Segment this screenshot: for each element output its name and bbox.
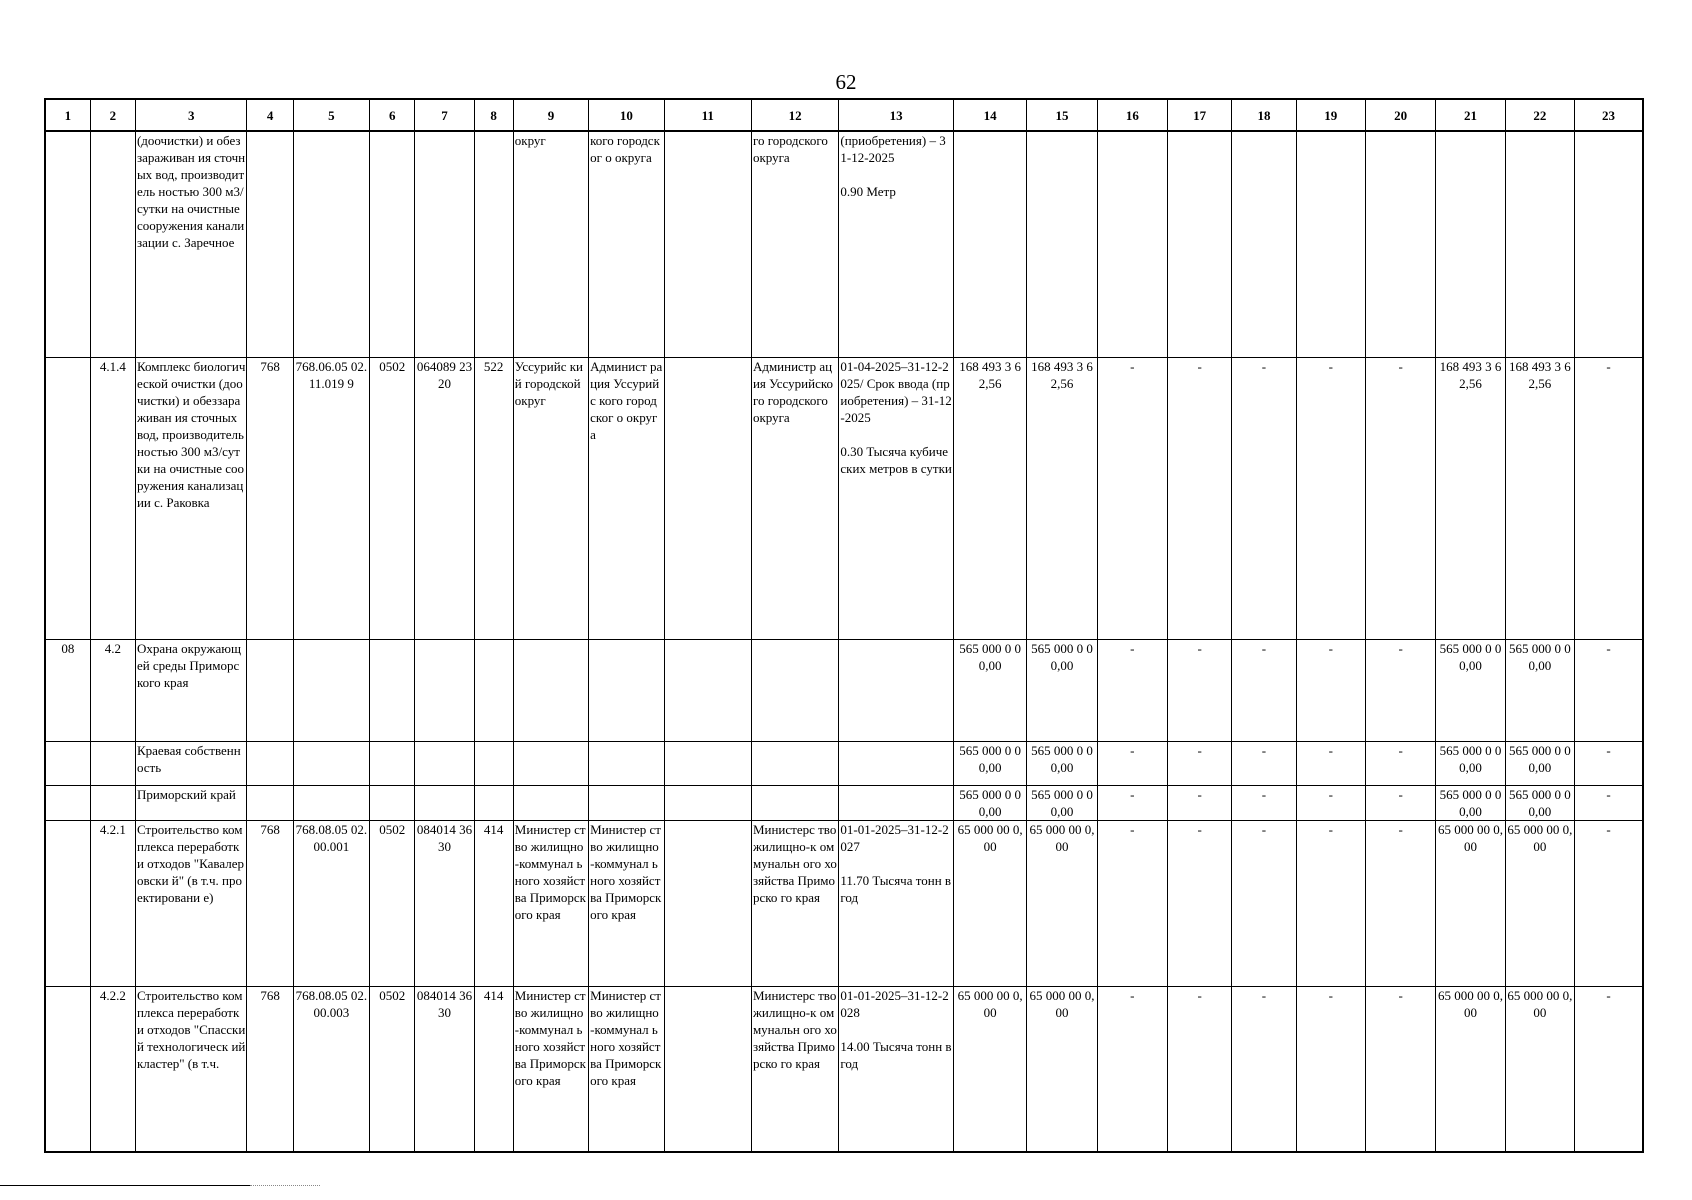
cell-col-23: - [1575, 357, 1644, 639]
cell-line: 01-01-2025–31-12-2028 [840, 987, 949, 1020]
cell-col-18: - [1232, 986, 1296, 1152]
cell-col-2: 4.1.4 [90, 357, 135, 639]
cell-col-22: 65 000 00 0,00 [1505, 820, 1574, 986]
cell-col-12: Министерс тво жилищно-к оммунальн ого хозяйства Приморско го края [751, 986, 838, 1152]
cell-col-9: Министер ство жилищно-коммунал ьного хозяйства Приморск ого края [513, 820, 588, 986]
cell-col-7 [415, 741, 474, 785]
cell-col-9 [513, 741, 588, 785]
table-body [45, 131, 1643, 1152]
cell-col-8: 414 [474, 986, 513, 1152]
cell-line [840, 786, 952, 803]
cell-col-12 [751, 785, 838, 820]
cell-col-13 [839, 741, 954, 785]
cell-col-6: 0502 [370, 820, 415, 986]
cell-col-9 [513, 785, 588, 820]
footnote-rule [0, 1185, 250, 1186]
cell-col-9: Министер ство жилищно-коммунал ьного хозяйства Приморск ого края [513, 986, 588, 1152]
page-number: 62 [835, 70, 857, 94]
cell-col-16: - [1097, 741, 1167, 785]
cell-line: 01-01-2025–31-12-2027 [840, 821, 949, 854]
cell-col-22: 565 000 0 00,00 [1505, 785, 1574, 820]
cell-col-4 [247, 785, 293, 820]
cell-col-11 [664, 639, 751, 741]
cell-col-12: Министерс тво жилищно-к оммунальн ого хозяйства Приморско го края [751, 820, 838, 986]
cell-col-15: 565 000 0 00,00 [1027, 741, 1097, 785]
cell-col-19: - [1296, 357, 1365, 639]
cell-col-7 [415, 785, 474, 820]
cell-col-7: 084014 3630 [415, 986, 474, 1152]
cell-col-18: - [1232, 820, 1296, 986]
cell-col-15: 565 000 0 00,00 [1027, 639, 1097, 741]
cell-col-22: 168 493 3 62,56 [1505, 357, 1574, 639]
cell-col-18: - [1232, 785, 1296, 820]
header-col-12: 12 [751, 99, 838, 131]
cell-col-4: 768 [247, 357, 293, 639]
cell-col-4 [247, 131, 293, 357]
header-col-19: 19 [1296, 99, 1365, 131]
cell-col-4: 768 [247, 986, 293, 1152]
cell-col-17: - [1168, 741, 1232, 785]
header-col-7: 7 [415, 99, 474, 131]
cell-col-1 [45, 131, 90, 357]
cell-col-1 [45, 785, 90, 820]
cell-line [840, 742, 952, 759]
cell-col-6 [370, 785, 415, 820]
cell-col-18: - [1232, 741, 1296, 785]
table-row [45, 357, 1643, 639]
cell-col-15: 168 493 3 62,56 [1027, 357, 1097, 639]
cell-col-14: 565 000 0 00,00 [953, 639, 1026, 741]
cell-col-23: - [1575, 820, 1644, 986]
cell-line [840, 1021, 952, 1038]
cell-col-21: 168 493 3 62,56 [1436, 357, 1505, 639]
cell-col-6: 0502 [370, 986, 415, 1152]
cell-col-10: Админист рация Уссурийс кого городског о округа [589, 357, 664, 639]
cell-col-16: - [1097, 820, 1167, 986]
cell-col-15: 65 000 00 0,00 [1027, 820, 1097, 986]
cell-col-4 [247, 639, 293, 741]
cell-col-1 [45, 357, 90, 639]
header-col-13: 13 [839, 99, 954, 131]
cell-col-4 [247, 741, 293, 785]
cell-col-1: 08 [45, 639, 90, 741]
cell-col-16 [1097, 131, 1167, 357]
cell-col-7: 064089 2320 [415, 357, 474, 639]
cell-col-6 [370, 131, 415, 357]
table-row [45, 820, 1643, 986]
table-row [45, 639, 1643, 741]
cell-col-11 [664, 820, 751, 986]
header-col-20: 20 [1365, 99, 1435, 131]
cell-col-20: - [1365, 820, 1435, 986]
cell-col-2: 4.2.2 [90, 986, 135, 1152]
cell-col-17 [1168, 131, 1232, 357]
cell-line: 0.30 Тысяча кубических метров в сутки [840, 443, 952, 476]
cell-col-20: - [1365, 785, 1435, 820]
cell-col-11 [664, 741, 751, 785]
cell-col-4: 768 [247, 820, 293, 986]
cell-col-23: - [1575, 741, 1644, 785]
cell-col-3: (доочистки) и обеззараживан ия сточных вод, производитель ностью 300 м3/сутки на очистные сооружения канализации с. Заречное [135, 131, 247, 357]
header-col-16: 16 [1097, 99, 1167, 131]
header-col-18: 18 [1232, 99, 1296, 131]
cell-col-22 [1505, 131, 1574, 357]
cell-col-14: 65 000 00 0,00 [953, 820, 1026, 986]
cell-col-14: 565 000 0 00,00 [953, 785, 1026, 820]
cell-col-14 [953, 131, 1026, 357]
cell-col-2: 4.2 [90, 639, 135, 741]
cell-col-13 [839, 357, 954, 639]
cell-col-3: Комплекс биологической очистки (доочистки) и обеззараживан ия сточных вод, производитель ностью 300 м3/сутки на очистные сооружения канализации с. Раковка [135, 357, 247, 639]
header-col-8: 8 [474, 99, 513, 131]
table-row [45, 741, 1643, 785]
cell-line [840, 855, 952, 872]
cell-col-1 [45, 741, 90, 785]
header-col-3: 3 [135, 99, 247, 131]
header-col-21: 21 [1436, 99, 1505, 131]
cell-col-6: 0502 [370, 357, 415, 639]
cell-col-13 [839, 986, 954, 1152]
cell-line: 14.00 Тысяча тонн в год [840, 1038, 952, 1071]
cell-col-5 [293, 741, 369, 785]
cell-col-15: 565 000 0 00,00 [1027, 785, 1097, 820]
cell-col-12: го городского округа [751, 131, 838, 357]
cell-col-2 [90, 131, 135, 357]
cell-col-9: Уссурийс кий городской округ [513, 357, 588, 639]
cell-col-10: Министер ство жилищно-коммунал ьного хозяйства Приморск ого края [589, 986, 664, 1152]
cell-col-21 [1436, 131, 1505, 357]
cell-col-17: - [1168, 820, 1232, 986]
cell-col-3: Строительство комплекса переработки отходов "Спасский технологическ ий кластер" (в т.ч. [135, 986, 247, 1152]
cell-col-20 [1365, 131, 1435, 357]
cell-col-17: - [1168, 357, 1232, 639]
cell-col-16: - [1097, 986, 1167, 1152]
header-col-10: 10 [589, 99, 664, 131]
cell-col-11 [664, 131, 751, 357]
cell-col-19: - [1296, 639, 1365, 741]
cell-col-8 [474, 131, 513, 357]
cell-col-8 [474, 785, 513, 820]
cell-col-5 [293, 131, 369, 357]
cell-col-22: 565 000 0 00,00 [1505, 741, 1574, 785]
cell-col-6 [370, 639, 415, 741]
header-col-4: 4 [247, 99, 293, 131]
cell-col-18: - [1232, 639, 1296, 741]
cell-col-10: Министер ство жилищно-коммунал ьного хозяйства Приморск ого края [589, 820, 664, 986]
cell-col-14: 168 493 3 62,56 [953, 357, 1026, 639]
cell-col-17: - [1168, 639, 1232, 741]
cell-col-11 [664, 986, 751, 1152]
cell-col-23: - [1575, 639, 1644, 741]
cell-col-19: - [1296, 785, 1365, 820]
cell-col-5 [293, 785, 369, 820]
cell-col-20: - [1365, 357, 1435, 639]
header-col-2: 2 [90, 99, 135, 131]
cell-col-14: 565 000 0 00,00 [953, 741, 1026, 785]
table-row [45, 131, 1643, 357]
cell-col-8: 414 [474, 820, 513, 986]
cell-col-10: кого городског о округа [589, 131, 664, 357]
cell-col-8 [474, 639, 513, 741]
cell-line: 0.90 Метр [840, 184, 896, 199]
cell-col-11 [664, 785, 751, 820]
cell-line [840, 640, 952, 657]
cell-col-9 [513, 639, 588, 741]
cell-col-8 [474, 741, 513, 785]
cell-col-1 [45, 820, 90, 986]
cell-col-21: 65 000 00 0,00 [1436, 820, 1505, 986]
cell-col-16: - [1097, 357, 1167, 639]
cell-col-20: - [1365, 986, 1435, 1152]
cell-col-9: округ [513, 131, 588, 357]
header-col-1: 1 [45, 99, 90, 131]
cell-col-10 [589, 785, 664, 820]
header-col-23: 23 [1575, 99, 1644, 131]
cell-col-5: 768.08.05 02.00.001 [293, 820, 369, 986]
cell-col-10 [589, 639, 664, 741]
header-col-14: 14 [953, 99, 1026, 131]
cell-col-20: - [1365, 741, 1435, 785]
table-row [45, 986, 1643, 1152]
cell-line [840, 426, 952, 443]
cell-col-19: - [1296, 741, 1365, 785]
header-col-15: 15 [1027, 99, 1097, 131]
cell-col-13 [839, 131, 954, 357]
cell-col-23: - [1575, 785, 1644, 820]
cell-col-13 [839, 639, 954, 741]
header-col-17: 17 [1168, 99, 1232, 131]
cell-col-10 [589, 741, 664, 785]
cell-col-17: - [1168, 986, 1232, 1152]
cell-col-3: Краевая собственность [135, 741, 247, 785]
cell-col-5: 768.08.05 02.00.003 [293, 986, 369, 1152]
cell-col-13 [839, 820, 954, 986]
cell-col-7 [415, 639, 474, 741]
cell-col-21: 565 000 0 00,00 [1436, 741, 1505, 785]
cell-col-12 [751, 741, 838, 785]
cell-line: 01-04-2025–31-12-2025/ Срок ввода (приобретения) – 31-12-2025 [840, 358, 952, 425]
cell-col-8: 522 [474, 357, 513, 639]
cell-line: 11.70 Тысяча тонн в год [840, 872, 952, 905]
cell-line: (приобретения) – 31-12-2025 [840, 133, 946, 165]
header-col-11: 11 [664, 99, 751, 131]
cell-col-19: - [1296, 986, 1365, 1152]
cell-col-20: - [1365, 639, 1435, 741]
cell-col-1 [45, 986, 90, 1152]
footnote-rule-dotted [250, 1185, 320, 1186]
cell-col-19: - [1296, 820, 1365, 986]
cell-col-13 [839, 785, 954, 820]
cell-col-11 [664, 357, 751, 639]
cell-col-22: 565 000 0 00,00 [1505, 639, 1574, 741]
cell-col-2 [90, 741, 135, 785]
cell-col-18: - [1232, 357, 1296, 639]
cell-col-2: 4.2.1 [90, 820, 135, 986]
cell-col-21: 65 000 00 0,00 [1436, 986, 1505, 1152]
cell-col-7 [415, 131, 474, 357]
budget-table [44, 98, 1644, 1153]
cell-col-2 [90, 785, 135, 820]
header-col-9: 9 [513, 99, 588, 131]
cell-col-23: - [1575, 986, 1644, 1152]
header-col-5: 5 [293, 99, 369, 131]
header-col-6: 6 [370, 99, 415, 131]
cell-col-3: Приморский край [135, 785, 247, 820]
cell-col-16: - [1097, 785, 1167, 820]
cell-col-19 [1296, 131, 1365, 357]
cell-col-6 [370, 741, 415, 785]
cell-col-16: - [1097, 639, 1167, 741]
cell-col-15 [1027, 131, 1097, 357]
cell-col-3: Строительство комплекса переработки отходов "Кавалеровски й" (в т.ч. проектировани е) [135, 820, 247, 986]
cell-col-7: 084014 3630 [415, 820, 474, 986]
cell-col-5 [293, 639, 369, 741]
table-row [45, 785, 1643, 820]
cell-col-23 [1575, 131, 1644, 357]
header-row [45, 99, 1643, 131]
cell-col-18 [1232, 131, 1296, 357]
cell-col-17: - [1168, 785, 1232, 820]
cell-col-12: Администр ация Уссурийско го городского округа [751, 357, 838, 639]
cell-col-3: Охрана окружающей среды Приморского края [135, 639, 247, 741]
cell-col-22: 65 000 00 0,00 [1505, 986, 1574, 1152]
cell-col-12 [751, 639, 838, 741]
cell-col-15: 65 000 00 0,00 [1027, 986, 1097, 1152]
cell-col-21: 565 000 0 00,00 [1436, 785, 1505, 820]
cell-col-5: 768.06.05 02.11.019 9 [293, 357, 369, 639]
cell-col-21: 565 000 0 00,00 [1436, 639, 1505, 741]
cell-col-14: 65 000 00 0,00 [953, 986, 1026, 1152]
header-col-22: 22 [1505, 99, 1574, 131]
cell-line [840, 166, 952, 183]
